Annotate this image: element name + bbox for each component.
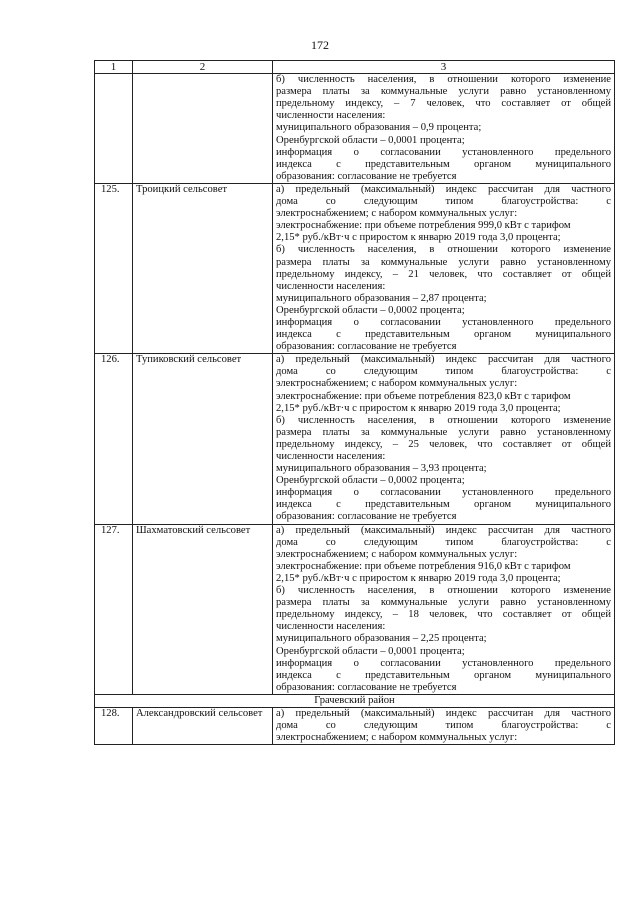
description-line: размера платы за коммунальные услуги равно установленному	[276, 597, 611, 609]
description-line: Оренбургской области – 0,0001 процента;	[276, 134, 465, 146]
row-number: 127.	[95, 524, 133, 694]
row-number: 125.	[95, 183, 133, 353]
description-line: а) предельный (максимальный) индекс рассчитан для частного	[276, 524, 611, 536]
description-line: индекса с представительным органом муниципального	[276, 669, 611, 681]
description-line: информация о согласовании установленного предельного	[276, 657, 611, 669]
header-col-3: 3	[273, 61, 615, 74]
row-number: 126.	[95, 354, 133, 524]
description-line: Оренбургской области – 0,0001 процента;	[276, 645, 465, 657]
description-line: информация о согласовании установленного предельного	[276, 487, 611, 499]
description-line: электроснабжение: при объеме потребления 823,0 кВт с тарифом	[276, 390, 571, 402]
description-line: индекса с представительным органом муниципального	[276, 499, 611, 511]
description-line: индекса с представительным органом муниципального	[276, 329, 611, 341]
description-line: муниципального образования – 3,93 процента;	[276, 463, 487, 475]
row-description-cell	[273, 707, 615, 744]
row-name: Тупиковский сельсовет	[133, 354, 273, 524]
description-line: численности населения:	[276, 451, 386, 462]
description-line: Оренбургской области – 0,0002 процента;	[276, 304, 465, 316]
page-number: 172	[311, 38, 329, 52]
description-line: электроснабжением; с набором коммунальных услуг:	[276, 548, 518, 560]
description-line: муниципального образования – 2,87 процента;	[276, 292, 487, 304]
description-line: б) численность населения, в отношении которого изменение	[276, 244, 611, 256]
description-line: дома со следующим типом благоустройства: с	[276, 366, 611, 378]
description-line: б) численность населения, в отношении которого изменение	[276, 585, 611, 597]
row-description-cell	[273, 74, 615, 184]
description-line: дома со следующим типом благоустройства: с	[276, 720, 611, 732]
description-line: 2,15* руб./кВт·ч с приростом к январю 2019 года 3,0 процента;	[276, 572, 561, 584]
table-row	[95, 707, 615, 744]
table-header-row	[95, 61, 615, 74]
description-line: образования: согласование не требуется	[276, 511, 457, 523]
description-line: электроснабжение: при объеме потребления 999,0 кВт с тарифом	[276, 220, 571, 232]
description-line: 2,15* руб./кВт·ч с приростом к январю 2019 года 3,0 процента;	[276, 232, 561, 244]
description-line: муниципального образования – 0,9 процента;	[276, 122, 482, 134]
row-name-cell	[133, 74, 273, 184]
description-line: предельному индексу, – 21 человек, что составляет от общей	[276, 268, 611, 280]
description-line: индекса с представительным органом муниципального	[276, 158, 611, 170]
description-line: Оренбургской области – 0,0002 процента;	[276, 475, 465, 487]
description-line: размера платы за коммунальные услуги равно установленному	[276, 256, 611, 268]
description-line: дома со следующим типом благоустройства: с	[276, 536, 611, 548]
description-line: а) предельный (максимальный) индекс рассчитан для частного	[276, 707, 611, 719]
description-line: численности населения:	[276, 621, 386, 633]
description-line: дома со следующим типом благоустройства: с	[276, 196, 611, 208]
table-row	[95, 183, 615, 353]
table-row	[95, 74, 615, 184]
description-line: а) предельный (максимальный) индекс рассчитан для частного	[276, 354, 611, 366]
description-line: муниципального образования – 2,25 процента;	[276, 633, 487, 645]
description-line: электроснабжением; с набором коммунальных услуг:	[276, 378, 518, 390]
description-line: образования: согласование не требуется	[276, 170, 457, 182]
description-line: а) предельный (максимальный) индекс рассчитан для частного	[276, 183, 611, 195]
description-line: образования: согласование не требуется	[276, 681, 457, 693]
description-line: б) численность населения, в отношении которого изменение	[276, 74, 611, 86]
description-line: электроснабжение: при объеме потребления 916,0 кВт с тарифом	[276, 560, 571, 572]
description-line: электроснабжением; с набором коммунальных услуг:	[276, 732, 518, 744]
description-line: предельному индексу, – 7 человек, что составляет от общей	[276, 98, 611, 110]
region-row	[95, 694, 615, 707]
row-number-cell	[95, 74, 133, 184]
row-description-cell	[273, 524, 615, 694]
description-line: размера платы за коммунальные услуги равно установленному	[276, 86, 611, 98]
description-line: размера платы за коммунальные услуги равно установленному	[276, 426, 611, 438]
row-name: Шахматовский сельсовет	[133, 524, 273, 694]
description-line: электроснабжением; с набором коммунальных услуг:	[276, 208, 518, 220]
description-line: образования: согласование не требуется	[276, 341, 457, 353]
table-row	[95, 524, 615, 694]
row-description-cell	[273, 183, 615, 353]
row-name: Троицкий сельсовет	[133, 183, 273, 353]
region-name: Грачевский район	[95, 694, 615, 707]
description-line: численности населения:	[276, 280, 386, 292]
description-line: предельному индексу, – 25 человек, что составляет от общей	[276, 438, 611, 450]
description-line: предельному индексу, – 18 человек, что составляет от общей	[276, 609, 611, 621]
description-line: информация о согласовании установленного предельного	[276, 316, 611, 328]
index-table	[94, 60, 615, 745]
description-line: информация о согласовании установленного предельного	[276, 146, 611, 158]
description-line: 2,15* руб./кВт·ч с приростом к январю 2019 года 3,0 процента;	[276, 402, 561, 414]
table-row	[95, 354, 615, 524]
header-col-1: 1	[95, 61, 133, 74]
header-col-2: 2	[133, 61, 273, 74]
row-description-cell	[273, 354, 615, 524]
description-line: численности населения:	[276, 110, 386, 122]
row-name: Александровский сельсовет	[133, 707, 273, 744]
row-number: 128.	[95, 707, 133, 744]
description-line: б) численность населения, в отношении которого изменение	[276, 414, 611, 426]
